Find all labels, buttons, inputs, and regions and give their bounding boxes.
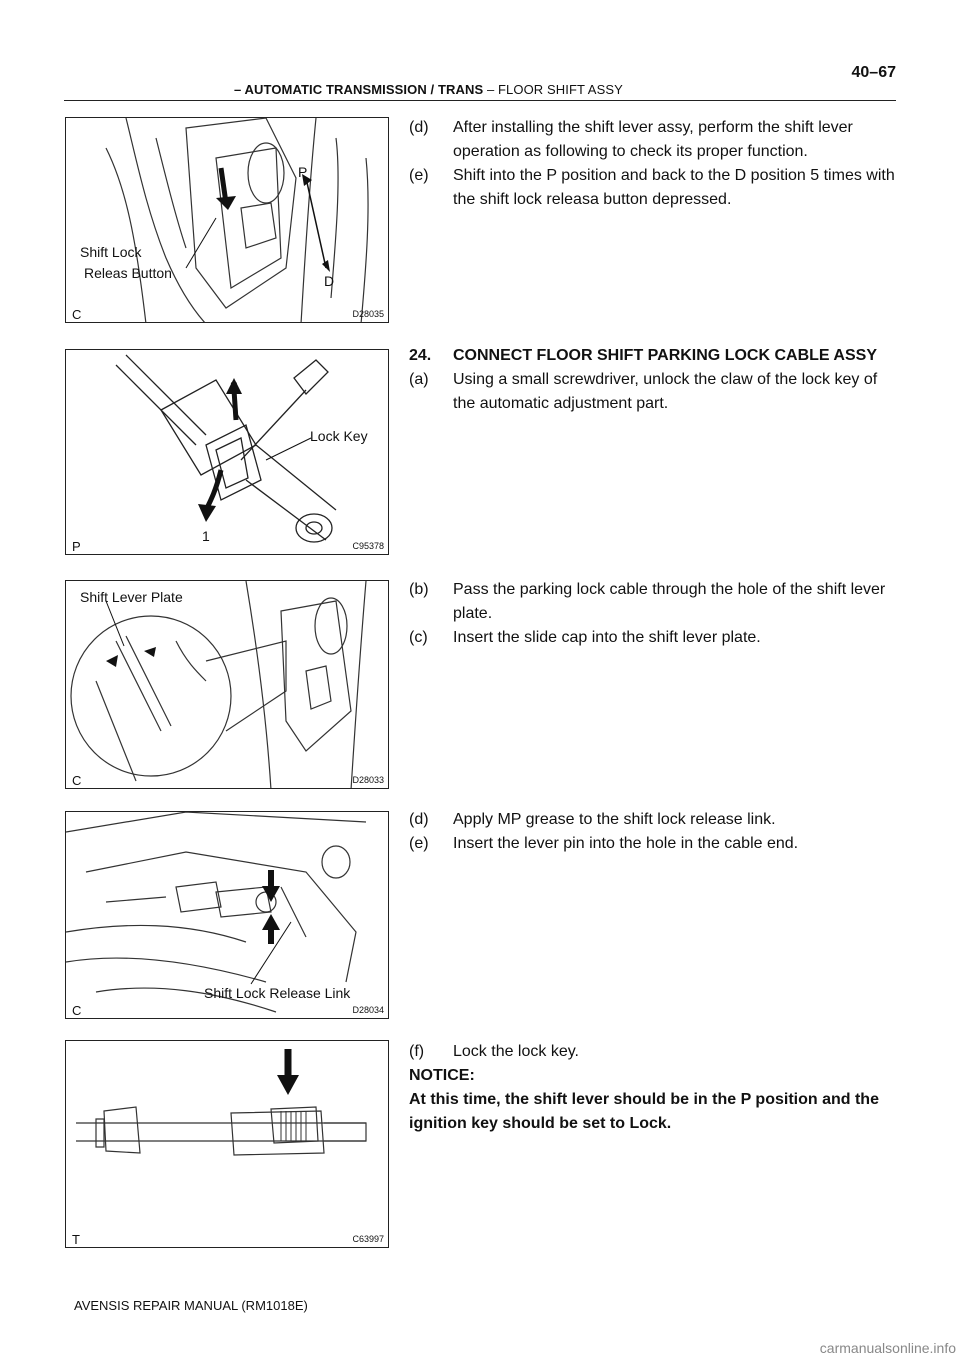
page-number: 40–67 [851,64,896,81]
figure-letter: C [72,773,82,788]
figure-shift-lock-release [65,117,389,323]
step-e-insert-lever-pin [409,832,897,856]
step-text: Lock the lock key. [453,1043,579,1060]
step-marker: (e) [409,835,429,852]
figure-letter: P [72,539,81,554]
label-1: 1 [202,528,210,544]
notice-text: At this time, the shift lever should be in the P position and the ignition key should be set to Lock. [409,1091,879,1132]
text-block-5 [409,1040,897,1136]
header-section: – AUTOMATIC TRANSMISSION / TRANS [234,82,484,97]
step-marker: (d) [409,119,429,136]
label-shift-lock: Shift Lock [80,244,142,260]
step-marker: (c) [409,629,428,646]
figure-code: D28033 [352,775,384,785]
label-2: 2 [230,378,238,394]
label-shift-lever-plate: Shift Lever Plate [80,589,183,605]
header-rule [64,100,896,101]
figure-5-drawing [66,1041,389,1248]
step-24-heading [409,344,897,368]
header-subsection: – FLOOR SHIFT ASSY [483,82,623,97]
text-block-2 [409,344,897,416]
step-text: Using a small screwdriver, unlock the claw of the lock key of the automatic adjustment part. [453,371,878,412]
step-marker: (d) [409,811,429,828]
step-text: CONNECT FLOOR SHIFT PARKING LOCK CABLE ASSY [453,347,877,364]
figure-shift-lock-release-link [65,811,389,1019]
text-block-1 [409,116,897,212]
step-marker: (b) [409,581,429,598]
figure-code: C63997 [352,1234,384,1244]
figure-lock-the-lock-key [65,1040,389,1248]
figure-letter: C [72,1003,82,1018]
step-f-lock-key [409,1040,897,1064]
step-text: Pass the parking lock cable through the hole of the shift lever plate. [453,581,886,622]
step-b-pass-cable [409,578,897,626]
notice-title: NOTICE: [409,1067,475,1084]
watermark[interactable]: carmanualsonline.info [819,1340,956,1356]
figure-code: D28035 [352,309,384,319]
step-marker: (e) [409,167,429,184]
step-text: Shift into the P position and back to the D position 5 times with the shift lock releasa button depressed. [453,167,895,208]
text-block-4 [409,808,897,856]
step-d-apply-grease [409,808,897,832]
figure-2-drawing [66,350,389,555]
step-a-unlock-claw [409,368,897,416]
figure-shift-lever-plate [65,580,389,789]
label-release-button: Releas Button [84,265,172,281]
step-d-check-function [409,116,897,164]
label-p: P [298,164,308,180]
footer-manual-id: AVENSIS REPAIR MANUAL (RM1018E) [74,1298,308,1313]
figure-code: C95378 [352,541,384,551]
figure-lock-key [65,349,389,555]
step-marker: (f) [409,1043,425,1060]
page-header [64,64,896,102]
figure-letter: C [72,307,82,322]
step-text: Insert the slide cap into the shift lever plate. [453,629,761,646]
step-text: After installing the shift lever assy, perform the shift lever operation as following to check its proper function. [453,119,853,160]
label-shift-lock-release-link: Shift Lock Release Link [204,985,351,1001]
label-lock-key: Lock Key [310,428,368,444]
step-text: Apply MP grease to the shift lock release link. [453,811,776,828]
step-e-shift-p-to-d [409,164,897,212]
step-marker: 24. [409,347,432,364]
label-d: D [324,273,335,289]
figure-1-drawing [66,118,389,323]
step-marker: (a) [409,371,429,388]
step-text: Insert the lever pin into the hole in the cable end. [453,835,799,852]
figure-code: D28034 [352,1005,384,1015]
figure-letter: T [72,1232,80,1247]
step-c-insert-slide-cap [409,626,897,650]
figure-3-drawing [66,581,389,789]
header-title [234,82,623,97]
text-block-3 [409,578,897,650]
